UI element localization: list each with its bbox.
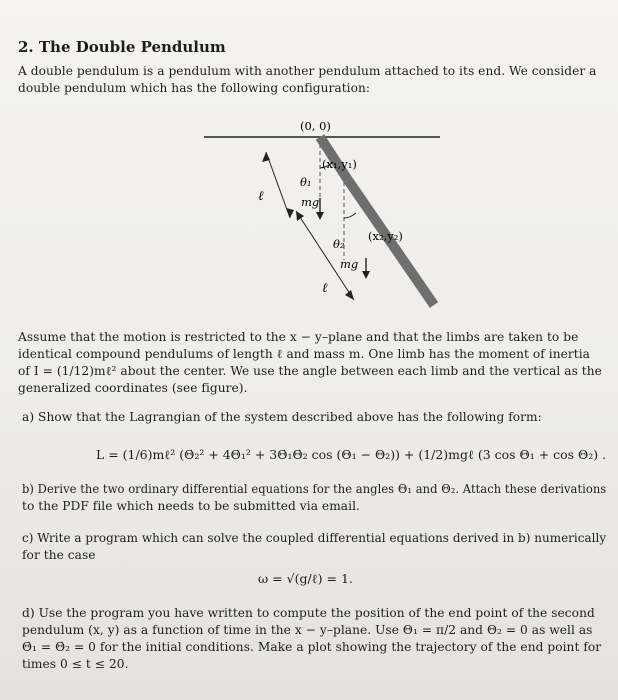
part-d-line-3: Θ̇₁ = Θ̇₂ = 0 for the initial conditions. Make a plot showing the trajectory of the end point for	[22, 640, 602, 654]
part-c-line-1: c) Write a program which can solve the coupled differential equations derived in b) numerically	[22, 531, 607, 545]
assume-line-4: generalized coordinates (see figure).	[18, 381, 248, 395]
joint2-label: (x₂,y₂)	[368, 229, 403, 243]
part-b-line-1: b) Derive the two ordinary differential equations for the angles Θ₁ and Θ₂. Attach these derivations	[22, 482, 607, 496]
intro-line-1: A double pendulum is a pendulum with another pendulum attached to its end. We consider a	[18, 64, 597, 78]
origin-label: (0, 0)	[300, 119, 331, 133]
part-b-line-2: to the PDF file which needs to be submitted via email.	[22, 499, 360, 513]
part-d-line-1: d) Use the program you have written to compute the position of the end point of the second	[22, 606, 595, 620]
part-d-line-2: pendulum (x, y) as a function of time in the x − y–plane. Use Θ₁ = π/2 and Θ₂ = 0 as well as	[22, 623, 593, 637]
intro-line-2: double pendulum which has the following configuration:	[18, 81, 371, 95]
part-c-line-2: for the case	[22, 548, 96, 562]
mg1-label: mg	[301, 195, 320, 209]
length2-label: ℓ	[322, 281, 328, 296]
assume-line-2: identical compound pendulums of length ℓ and mass m. One limb has the moment of inertia	[18, 347, 590, 361]
theta1-label: θ₁	[300, 175, 312, 189]
part-d-line-4: times 0 ≤ t ≤ 20.	[22, 657, 129, 671]
mg2-label: mg	[340, 257, 359, 271]
lagrangian-equation: L = (1/6)mℓ² (Θ̇₂² + 4Θ̇₁² + 3Θ̇₁Θ̇₂ cos (Θ₁ − Θ₂)) + (1/2)mgℓ (3 cos Θ₁ + cos Θ₂) .	[96, 447, 607, 462]
section-heading: 2. The Double Pendulum	[18, 38, 226, 56]
length1-label: ℓ	[258, 189, 264, 204]
assume-line-1: Assume that the motion is restricted to the x − y–plane and that the limbs are taken to be	[18, 330, 579, 344]
omega-equation: ω = √(g/ℓ) = 1.	[258, 571, 353, 586]
part-a-text: a) Show that the Lagrangian of the system described above has the following form:	[22, 410, 542, 424]
theta2-label: θ₂	[333, 237, 345, 251]
joint1-label: (x₁,y₁)	[322, 157, 357, 171]
assume-line-3: of I = (1/12)mℓ² about the center. We use the angle between each limb and the vertical as the	[18, 364, 602, 378]
